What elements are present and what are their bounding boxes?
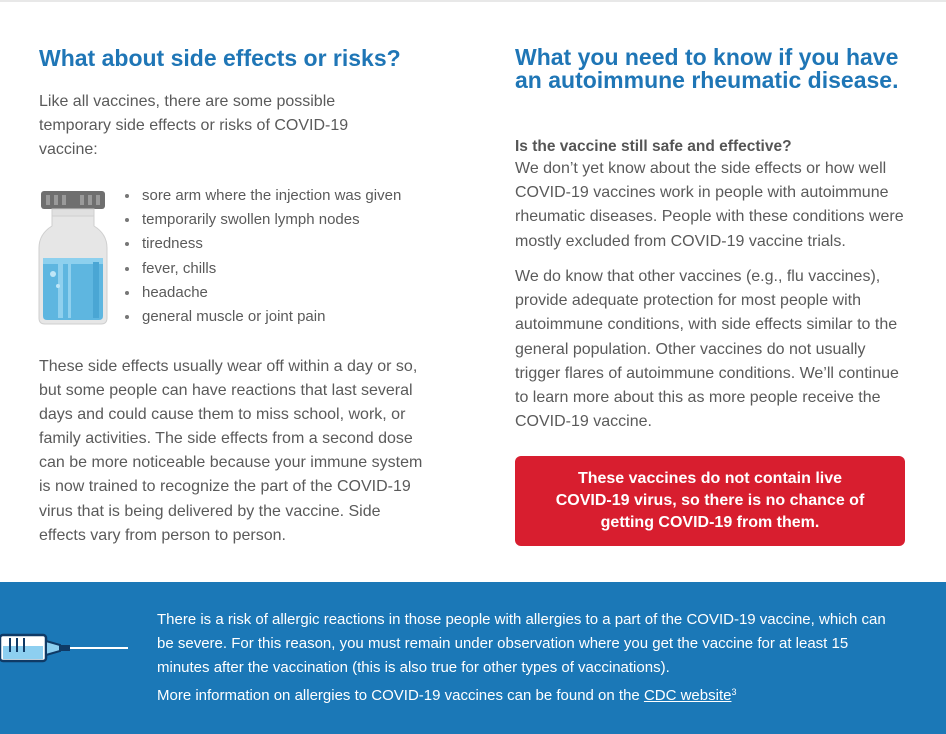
allergy-info-band [0,582,946,734]
vaccine-vial-icon [38,190,108,326]
allergy-text-line2: More information on allergies to COVID-19 vaccines can be found on the [157,687,644,704]
autoimmune-paragraph-2: We do know that other vaccines (e.g., flu vaccines), provide adequate protection for most people with autoimmune conditions, with side effects similar to the general population. Other vaccines do not usually trigger flares of autoimmune conditions. We’ll continue to learn more about this as more people receive the COVID-19 vaccine. [515,268,899,431]
no-live-virus-callout [515,456,905,546]
side-effects-intro: Like all vaccines, there are some possible temporary side effects or risks of COVID-19 vaccine: [39,93,349,158]
footnote-number: 3 [731,687,737,697]
side-effects-heading: What about side effects or risks? [39,45,401,71]
list-item: headache [124,281,401,305]
list-item: sore arm where the injection was given [124,184,401,208]
safety-question: Is the vaccine still safe and effective? [515,138,792,155]
autoimmune-paragraph-1: We don’t yet know about the side effects or how well COVID-19 vaccines work in people with autoimmune rheumatic diseases. People with these conditions were mostly excluded from COVID-19 vaccine trials. [515,160,904,250]
footnote-marker [731,687,736,704]
allergy-text-line1: There is a risk of allergic reactions in those people with allergies to a part of the COVID-19 vaccine, which can be severe. For this reason, you must remain under observation where you get the vaccine for at least 15 minutes after the vaccination (this is also true for other types of vaccinations). [157,611,886,676]
autoimmune-heading: What you need to know if you have an autoimmune rheumatic disease. [515,44,899,93]
side-effects-list [124,184,401,329]
list-item: fever, chills [124,257,401,281]
allergy-text [157,608,897,708]
top-divider [0,0,946,2]
callout-text: These vaccines do not contain live COVID-19 virus, so there is no chance of getting COVID-19 from them. [555,470,865,531]
list-item: temporarily swollen lymph nodes [124,208,401,232]
cdc-website-link[interactable]: CDC website [643,687,732,704]
list-item: general muscle or joint pain [124,305,401,329]
side-effects-paragraph: These side effects usually wear off within a day or so, but some people can have reactions that last several days and could cause them to miss school, work, or family activities. The side effects from a second dose can be more noticeable because your immune system is now trained to recognize the part of the COVID-19 virus that is being delivered by the vaccine. Side effects vary from person to person. [39,358,423,544]
syringe-icon [0,618,130,678]
list-item: tiredness [124,232,401,256]
